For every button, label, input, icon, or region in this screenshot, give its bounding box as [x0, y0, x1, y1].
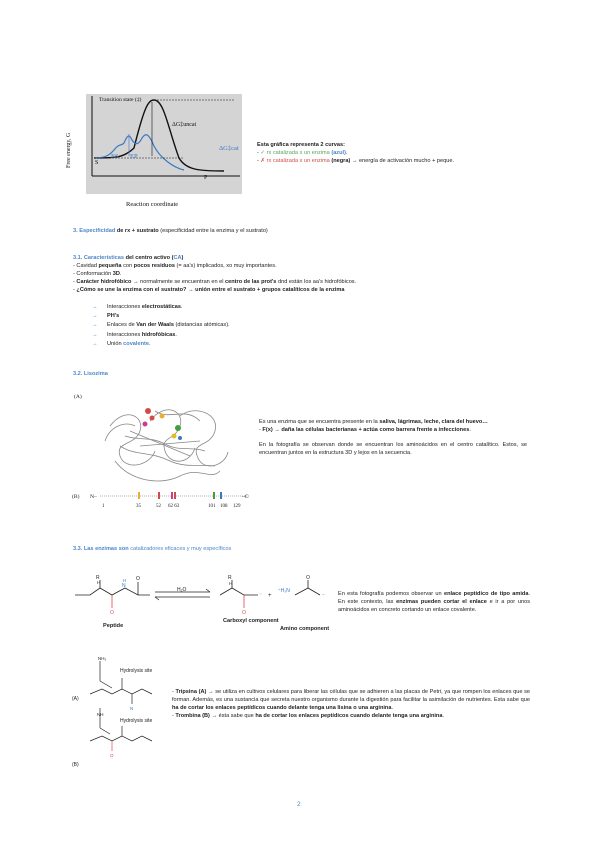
thrombin-text: - Trombina (B) → ésta sabe que ha de cortar los enlaces peptídicos cuando delante tenga una arginina. [172, 713, 445, 720]
s31-line4: - ¿Cómo se une la enzima con el sustrato? → unión entre el sustrato + grupos catalíticos de la enzima [73, 287, 345, 294]
section-3-heading: 3. Especificidad de rx + sustrato (especificidad entre la enzima y el sustrato) [73, 228, 268, 234]
amino-structure [295, 580, 320, 595]
p-label: P [204, 175, 208, 181]
s31-line2: - Conformación 3D. [73, 271, 122, 278]
peptide-label: Peptide [103, 623, 124, 629]
x-axis-label: Reaction coordinate [126, 201, 179, 208]
transition-state-label: Transition state (‡) [99, 97, 142, 103]
es-label: ES [111, 153, 119, 160]
trypsin-text: - Tripsina (A) → se utiliza en cultivos celulares para liberar las células que se adhieren a las placas de Petri, ya que rompen los enlaces que se forman. Además, es una sustancia que secreta nuestro organismo durante la digestión para facilitar la asimilación de nutrientes. Esta sabe que ha de cortar los enlaces peptídicos cuando delante tenga una lisina o una arginina. [172, 689, 530, 712]
water-label: H₂O [177, 587, 187, 593]
trypsin-label: (A) [72, 696, 79, 702]
carboxyl-structure [220, 580, 258, 608]
protease-structures-svg [70, 656, 170, 774]
svg-text:H: H [123, 578, 127, 583]
s31-line3: - Carácter hidrofóbico → normalmente se encuentran en el centro de las prot's dnd están los aa's hidrofóbicos. [73, 279, 357, 286]
graph-note-intro: Esta gráfica representa 2 curvas: [257, 142, 345, 148]
graph-note-line2: - ✗ rx catalizada x un enzima (negra) → energía de activación mucho + peque. [257, 158, 455, 165]
section-3-3-heading: 3.3. Las enzimas son catalizadores eficaces y muy específicos [73, 546, 232, 552]
carboxyl-label: Carboxyl component [223, 618, 279, 624]
arrow-icon: → [92, 341, 98, 347]
peptide-hydrolysis-svg [70, 570, 335, 640]
seq-tick-4: 62 63 [168, 504, 180, 509]
active-site-residues [143, 408, 183, 440]
protein-ribbon [105, 410, 228, 481]
protease-figure [70, 656, 170, 774]
svg-text:O: O [242, 610, 246, 616]
svg-text:O: O [306, 575, 310, 581]
s-label: S [95, 160, 99, 166]
lysozyme-p2: - F(x) → daña las células bacterianas + actúa como barrera frente a infecciones. [259, 427, 471, 434]
seq-tick-1: 1 [102, 504, 105, 509]
page-number: 2 [297, 801, 301, 808]
svg-text:⁻: ⁻ [259, 593, 263, 599]
svg-text:⁻: ⁻ [322, 593, 325, 599]
s31-item-5: → Unión covalente. [92, 341, 151, 347]
s31-item-2: → PH's [92, 313, 120, 319]
graph-note-line1: - ✓ rx catalizada x un enzima (azul). [257, 150, 348, 157]
s31-item-1: → Interacciones electrostáticas. [92, 304, 183, 310]
seq-c-terminus: –C [242, 494, 249, 500]
svg-text:O: O [136, 576, 140, 582]
seq-tick-2: 35 [136, 504, 141, 509]
svg-text:R: R [228, 575, 232, 581]
svg-text:N: N [130, 706, 134, 711]
dg-cat-label: ΔG‡cat [219, 145, 239, 152]
seq-tick-5: 101 [208, 504, 216, 509]
svg-text:O: O [110, 753, 114, 758]
lysozyme-p3: En la fotografía se observan donde se encuentran los aminoácidos en el centro catalítico. Estos, se encuentran juntos en la estructura 3D y lejos en la secuencia. [259, 442, 527, 457]
seq-tick-3: 52 [156, 504, 161, 509]
svg-text:N: N [122, 583, 126, 589]
lysozyme-description [259, 418, 527, 457]
svg-text:H: H [97, 580, 101, 585]
svg-text:R: R [96, 575, 100, 581]
check-icon: ✓ [260, 150, 266, 157]
s31-item-3: → Enlaces de Van der Waals (distancias atómicas). [92, 322, 230, 328]
amino-label: Amino component [280, 626, 330, 632]
svg-text:⁺H₃N: ⁺H₃N [278, 588, 290, 594]
svg-text:NH₃: NH₃ [98, 656, 107, 661]
arrow-icon: → [92, 322, 98, 328]
arrow-icon: → [92, 304, 98, 310]
cross-icon: ✗ [260, 158, 266, 165]
s31-line1: - Cavidad pequeña con pocos residuos (= aa's) implicados, xo muy importantes. [73, 263, 277, 270]
lysozyme-figure [70, 386, 255, 511]
svg-text:NH: NH [97, 712, 104, 717]
protease-description [172, 688, 530, 720]
thrombin-label: (B) [72, 762, 79, 768]
fig-label-b: (B) [72, 494, 80, 500]
seq-n-terminus: N– [90, 494, 97, 500]
ep-label: EP [130, 153, 138, 160]
svg-text:+: + [268, 593, 272, 599]
lysozyme-structure-svg [70, 386, 255, 511]
graph-note [257, 141, 547, 165]
lysozyme-p1: Es una enzima que se encuentra presente en la saliva, lágrimas, leche, clara del huevo… [259, 419, 488, 425]
dg-uncat-label: ΔG‡uncat [172, 122, 197, 128]
svg-text:O: O [110, 610, 114, 616]
peptide-bond-description: En esta fotografía podemos observar un enlace peptídico de tipo amida. En este contexto, las enzimas pueden cortar el enlace e ir a por unos aminoácidos en concreto cortando un enlace covalente. [338, 591, 531, 614]
s31-item-4: → Interacciones hidrofóbicas. [92, 332, 177, 338]
seq-tick-6: 108 [220, 504, 228, 509]
peptide-structure [75, 580, 150, 608]
fig-label-a: (A) [74, 394, 82, 400]
y-axis-label: Free energy, G [66, 132, 72, 168]
section-3-2-heading: 3.2. Lisozima [73, 371, 108, 377]
svg-text:H: H [229, 581, 233, 586]
arrow-icon: → [92, 313, 98, 319]
hydrolysis-site-1: Hydrolysis site [120, 668, 153, 674]
hydrolysis-site-2: Hydrolysis site [120, 718, 153, 724]
section-3-1-heading: 3.1. Características del centro activo (CA) [73, 255, 184, 261]
seq-tick-7: 129 [233, 504, 241, 509]
section-3-1 [73, 254, 543, 295]
peptide-hydrolysis-figure [70, 570, 335, 640]
arrow-icon: → [92, 332, 98, 338]
